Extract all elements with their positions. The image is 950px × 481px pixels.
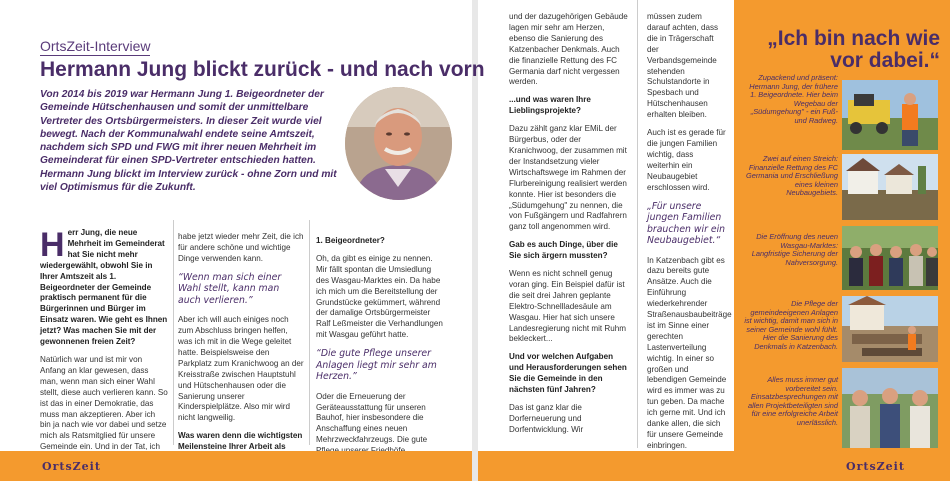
paragraph: müssen zudem darauf achten, dass die in Trägerschaft der Verbandsgemeinde stehenden Schulstandorte in Spesbach und Hütschenhausen erhalten bleiben. (647, 12, 719, 120)
section-kicker: OrtsZeit-Interview (40, 38, 151, 54)
paragraph: Das ist ganz klar die Dorferneuerung und Dorfentwicklung. Wir (509, 403, 584, 434)
ortszeit-logo-left: OrtsZeit (42, 460, 101, 473)
interview-answer-1: Natürlich war und ist mir von Anfang an klar gewesen, dass man, wenn man sich einer Wahl stellt, diese auch verlieren kann. So ist das in einer Demokratie, das muss man akzeptieren. Aber ich bin ja nach wie vor dabei und setze mich als Ratsmitglied für unsere Gemeinde ein. Und in der Tat, ich (40, 354, 168, 452)
interview-question: 1. Beigeordneter? (316, 236, 385, 245)
pull-quote: „Für unsere jungen Familien brauchen wir ein Neubaugebiet.“ (647, 200, 726, 246)
paragraph: Oder die Erneuerung der Geräteausstattung für unseren Bauhof, hier insbesondere die Anschaffung eines neuen Mehrzweckfahrzeugs. Die gute (316, 391, 428, 445)
interview-question-1: err Jung, die neue Mehrheit im Gemeinderat hat Sie nicht mehr wiedergewählt, obwohl Sie in Ihrer Amtszeit als 1. Beigeordneter der Gemeinde praktisch permanent für die Bürgerinnen und Bürger im Einsatz waren. Wie geht es Ihnen jetzt? Was machen Sie mit der gewonnenen freien Zeit? (40, 228, 168, 347)
left-column-3 (316, 236, 446, 464)
photo-caption-1: Zupackend und präsent: Hermann Jung, der frühere 1. Beigeordnete. Hier beim Wegebau der „Südumgehung" - ein Fuß- und Radweg. (749, 73, 838, 125)
paragraph: Oh, da gibt es einige zu nennen. Mir fällt spontan die Umsiedlung des Wasgau-Marktes ein. Da habe ich mich um die Bereitstellung der Grundstücke gekümmert, während der damalige Ortsbürgermeister Ralf Leßmeister die Verhandlungen mit Wasgau geführt hatte. (316, 253, 443, 340)
paragraph: habe jetzt wieder mehr Zeit, die ich für andere schöne und wichtige Dinge verwenden kann. (178, 232, 304, 263)
ortszeit-logo-right: OrtsZeit (846, 460, 905, 473)
paragraph: Wenn es nicht schnell genug voran ging. Ein Beispiel dafür ist die seit drei Jahren geplante Elektro-Schnellladesäule am Wasgau. Hier hat sich unsere Landesregierung nicht mit Ruhm bekleckert... (509, 269, 626, 344)
photo-roadwork (842, 80, 938, 150)
portrait-photo (345, 87, 452, 200)
article-intro: Von 2014 bis 2019 war Hermann Jung 1. Beigeordneter der Gemeinde Hütschenhausen und somit der unmittelbare Vertreter des Ortsbürgermeisters. In dieser Zeit wurde viel bewegt. Nach der Kommunalwahl endete seine Amtszeit, nachdem sich SPD und FWG mit ihrer neuen Mehrheit im Gemeinderat für einen SPD-Vertreter entschieden hatten. Hermann Jung blickt im Interview zurück - ohne Zorn und mit viel Optimismus für die Zukunft. (40, 89, 337, 194)
pull-quote: “Die gute Pflege unserer Anlagen liegt mir sehr am Herzen.” (316, 348, 437, 383)
interview-question: ...und was waren Ihre Lieblingsprojekte? (509, 95, 591, 116)
column-divider (173, 220, 174, 445)
paragraph: Dazu zählt ganz klar EMiL der Bürgerbus, oder der Kranichwoog, der zusammen mit der Instandsetzung vieler Wirtschaftswege im Rahmen der Flurbereinigung realisiert werden konnte. Hier ist besonders die „Südumgehung" zu nennen, die von Fußgängern und Radfahrern ganz toll angenommen wird. (509, 124, 627, 232)
interview-question: Was waren denn die wichtigsten Meilensteine Ihrer Arbeit als (178, 431, 303, 452)
paragraph: Aber ich will auch einiges noch zum Abschluss bringen helfen, was ich mit in die Wege geleitet hatte. Beispielsweise den Parkplatz zum Kranichwoog an der Kreisstraße zwischen Hauptstuhl und Hütschenhausen oder die Sanierung unserer Kinderspielplätze. Also mir wird nicht langweilig. (178, 315, 304, 423)
column-divider (309, 220, 310, 445)
interview-question: Gab es auch Dinge, über die Sie sich ärgern mussten? (509, 240, 618, 261)
paragraph: In Katzenbach gibt es dazu bereits gute Ansätze. Auch die Einführung wiederkehrender Straßenausbaubeiträge ist im Sinne einer gerechten Lastenverteilung wichtig. In einer so großen und lebendigen Gemeinde wird es immer was zu tun geben. Da mache ich gerne mit. Und ich danke allen, die sich für unsere Gemeinde einbringen. (647, 255, 732, 450)
photo-houses (842, 154, 938, 220)
photo-caption-2: Zwei auf einen Streich: Finanzielle Rettung des FC Germania und Erschließung eines kleinen Neubaugebiets. (745, 154, 838, 198)
drop-cap: H (40, 226, 65, 264)
column-divider (637, 0, 638, 448)
interview-question: Und vor welchen Aufgaben und Herausforderungen sehen Sie die Gemeinde in den nächsten fünf Jahren? (509, 352, 627, 395)
article-headline: Hermann Jung blickt zurück - und nach vorn (40, 58, 485, 81)
right-column-2 (647, 12, 732, 459)
paragraph: und der dazugehörigen Gebäude lagen mir sehr am Herzen, ebenso die Sanierung des Katzenbacher Denkmals. Auch die finanzielle Rettung des FC Germania darf nicht vergessen werden. (509, 12, 628, 87)
sidebar-title: „Ich bin nach wie vor dabei.“ (767, 27, 940, 72)
photo-market-opening (842, 226, 938, 290)
photo-caption-5: Alles muss immer gut vorbereitet sein. Einsatzbesprechungen mit allen Projektbeteiligten sind für eine erfolgreiche Arbeit unerlässlich. (748, 375, 838, 427)
paragraph: Auch ist es gerade für die jungen Familien wichtig, dass weiterhin ein Neubaugebiet erschlossen wird. (647, 128, 726, 192)
photo-meeting (842, 368, 938, 448)
right-column-1 (509, 12, 629, 443)
photo-caption-3: Die Eröffnung des neuen Wasgau-Marktes: Langfristige Sicherung der Nahversorgung. (751, 232, 838, 267)
left-column-1 (40, 228, 168, 460)
photo-monument (842, 296, 938, 362)
left-column-2 (178, 232, 304, 460)
pull-quote: “Wenn man sich einer Wahl stellt, kann man auch verlieren.” (178, 271, 282, 306)
photo-caption-4: Die Pflege der gemeindeeigenen Anlagen ist wichtig, damit man sich in seiner Gemeinde wohl fühlt. Hier die Sanierung des Denkmals in Katzenbach. (744, 299, 838, 351)
